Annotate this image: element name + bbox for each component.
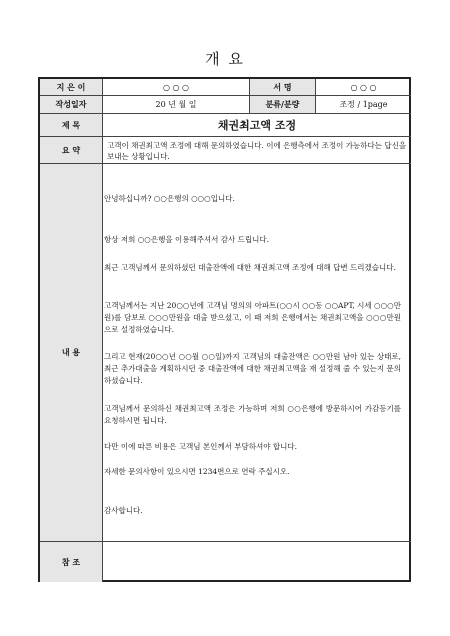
summary-text: 고객이 채권최고액 조정에 대해 문의하였습니다. 이에 은행측에서 조정이 가능하다는 답신을 보내는 상황입니다. — [103, 137, 411, 164]
paragraph-contact: 자세한 문의사항이 있으시면 1234번으로 연락 주십시오. — [104, 467, 290, 476]
paragraph-current: 그리고 현재(20○○년 ○○월 ○○일)까지 고객님의 대출잔액은 ○○만원 남아 있는 상태로, 최근 추가대출을 계획하시던 중 대출잔액에 대한 채권최고액을 재 설정해 줄 수 있는지 문의하셨습니다. — [104, 352, 401, 385]
category-value: 조정 / 1page — [316, 96, 411, 114]
date-value: 20 년 월 일 — [103, 96, 250, 114]
subject-value: 채권최고액 조정 — [103, 114, 411, 137]
author-label: 지 은 이 — [40, 79, 103, 96]
document-title: 개 요 — [205, 50, 245, 68]
summary-label: 요 약 — [40, 137, 103, 164]
category-label: 분류/분량 — [250, 96, 316, 114]
paragraph-history: 고객님께서는 지난 20○○년에 고객님 명의의 아파트(○○시 ○○동 ○○APT, 시세 ○○○만원)를 담보로 ○○○만원을 대출 받으셨고, 이 때 저희 은행에서는 채권최고액을 ○○○만원으로 설정하였습니다. — [104, 301, 401, 334]
paragraph-greeting: 안녕하십니까? ○○은행의 ○○○입니다. — [104, 194, 235, 203]
paragraph-intro: 최근 고객님께서 문의하셨던 대출잔액에 대한 채권최고액 조정에 대해 답변 드리겠습니다. — [104, 263, 396, 272]
content-label: 내 용 — [40, 164, 103, 542]
date-label: 작성일자 — [40, 96, 103, 114]
author-value: ○ ○ ○ — [103, 79, 250, 96]
paragraph-thanks: 항상 저희 ○○은행을 이용해주셔서 감사 드립니다. — [104, 235, 270, 244]
document-table — [38, 77, 411, 582]
reference-label: 참 조 — [40, 542, 103, 582]
letter-body — [104, 164, 401, 580]
paragraph-closing: 감사합니다. — [104, 506, 143, 515]
paragraph-answer: 고객님께서 문의하신 채권최고액 조정은 가능하며 저희 ○○은행에 방문하시어 가감등기를 요청하시면 됩니다. — [104, 404, 401, 425]
reviewer-value: ○ ○ ○ — [316, 79, 411, 96]
subject-label: 제 목 — [40, 114, 103, 137]
paragraph-cost: 다만 이에 따른 비용은 고객님 본인께서 부담하셔야 합니다. — [104, 442, 297, 451]
reviewer-label: 서 명 — [250, 79, 316, 96]
